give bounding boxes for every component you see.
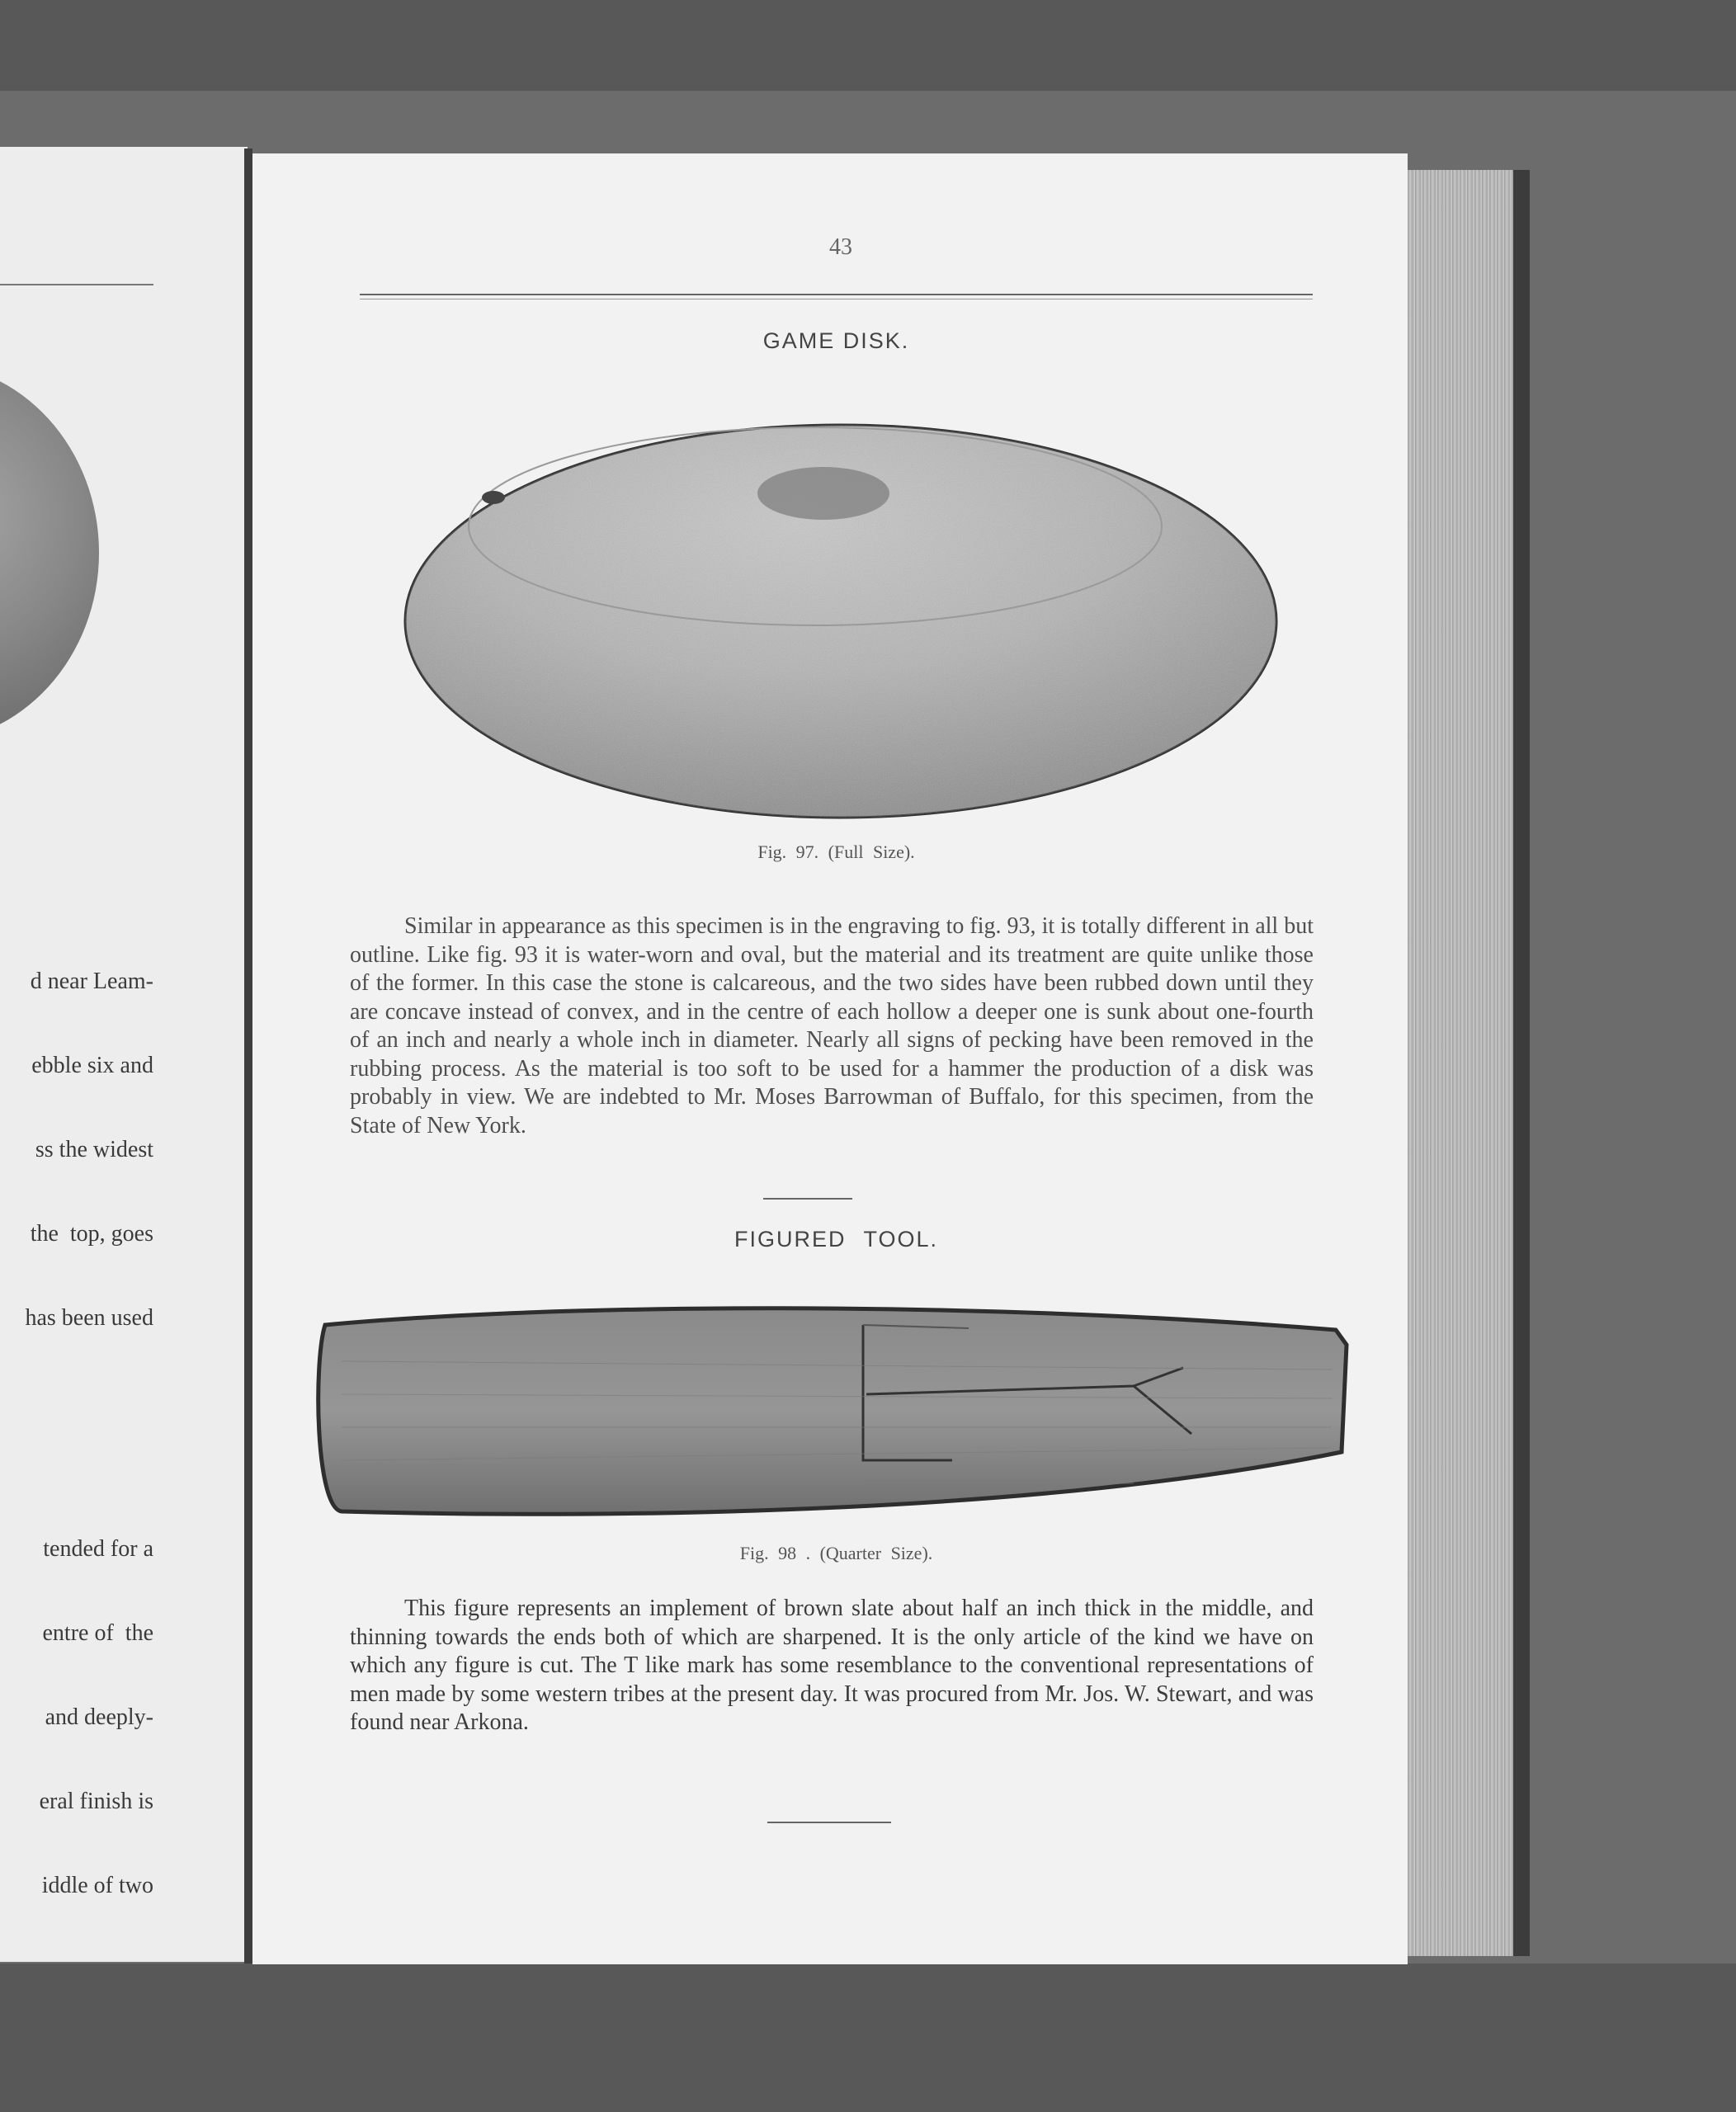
figure-97-game-disk-illustration xyxy=(403,411,1279,820)
left-page-rule xyxy=(0,284,153,285)
game-disk-paragraph xyxy=(350,912,1314,1140)
left-line: tended for a xyxy=(43,1536,153,1562)
left-line: iddle of two xyxy=(41,1873,153,1898)
paragraph-text: This figure represents an implement of brown slate about half an inch thick in the middle, and thinning towards the ends both of which are sharpened. It is the only article of the kind we have on which any figure is cut. The T like mark has some resemblance to the conventional representations of men made by some western tribes at the present day. It was procured from Mr. Jos. W. Stewart, and was found near Arkona. xyxy=(350,1596,1314,1735)
book-gutter xyxy=(244,148,252,1964)
figure-98-caption: Fig. 98 . (Quarter Size). xyxy=(739,1543,933,1563)
header-rule xyxy=(360,294,1313,299)
left-line: ebble six and xyxy=(31,1053,153,1078)
bottom-background xyxy=(0,1964,1736,2112)
paragraph-text: Similar in appearance as this specimen is in the engraving to fig. 93, it is totally different in all but outline. Like fig. 93 it is water-worn and oval, but the material and its treatment are quite unlike those of the former. In this case the stone is calcareous, and the two sides have been rubbed down until they are concave instead of convex, and in the centre of each hollow a deeper one is sunk about one-fourth of an inch and nearly a whole inch in diameter. Nearly all signs of pecking have been removed in the rubbing process. As the material is too soft to be used for a hammer the production of a disk was probably in view. We are indebted to Mr. Moses Barrowman of Buffalo, for this specimen, from the State of New York. xyxy=(350,913,1314,1138)
left-line: ss the widest xyxy=(35,1137,153,1162)
figure-98-figured-tool-illustration xyxy=(309,1295,1350,1531)
left-line: the top, goes xyxy=(30,1221,153,1247)
figure-97-caption: Fig. 97. (Full Size). xyxy=(757,842,915,862)
left-line: entre of the xyxy=(42,1620,153,1646)
left-page-text-block-1 xyxy=(0,912,153,1360)
left-line: eral finish is xyxy=(39,1789,153,1814)
figured-tool-paragraph xyxy=(350,1595,1314,1737)
book-cover-edge xyxy=(1513,170,1530,1956)
section-end-divider xyxy=(767,1822,891,1823)
left-page-text-block-2 xyxy=(0,1479,153,1928)
left-line: d near Leam- xyxy=(30,969,153,994)
left-line: and deeply- xyxy=(45,1704,153,1730)
page-number: 43 xyxy=(829,234,852,260)
section-heading-game-disk: GAME DISK. xyxy=(762,328,910,353)
left-line: has been used xyxy=(25,1305,153,1331)
section-divider xyxy=(763,1198,852,1200)
section-heading-figured-tool: FIGURED TOOL. xyxy=(734,1227,939,1252)
page-edges xyxy=(1408,170,1513,1956)
top-background xyxy=(0,0,1736,91)
